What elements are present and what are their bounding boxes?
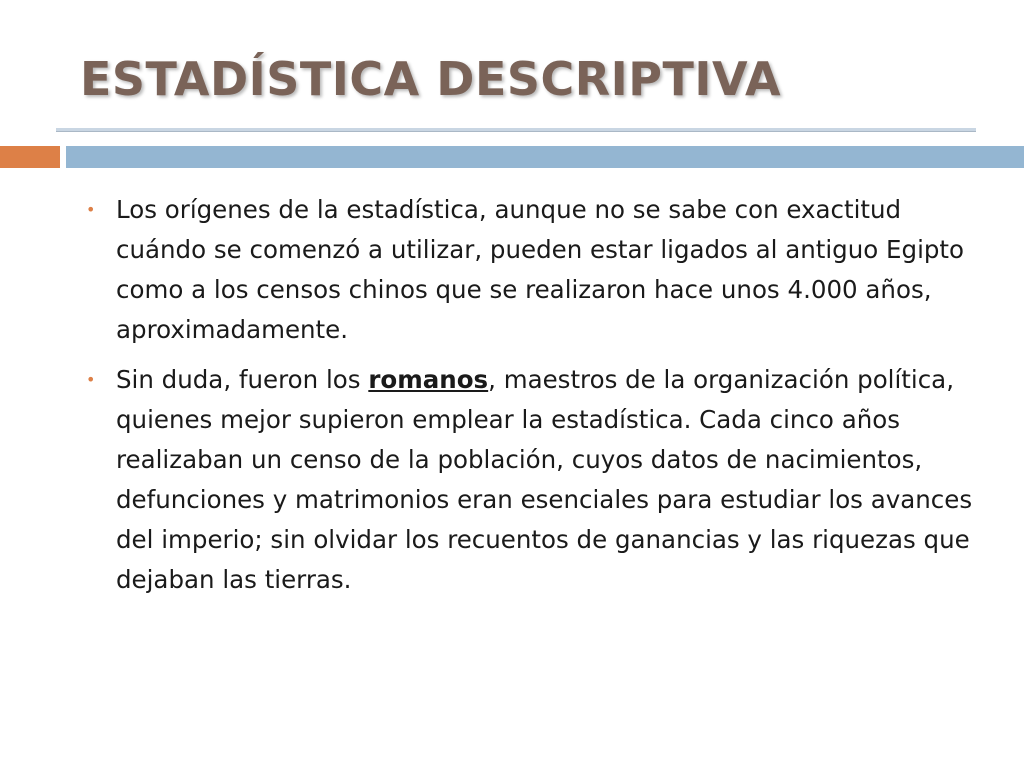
bullet-text-romans-rest: , maestros de la organización política, quienes mejor supieron emplear la estadística. Cada cinco años realizaban un censo de la población, cuyos datos de nacimientos, defunciones y matrimonios eran esenciales para estudiar los avances del imperio; sin olvidar los recuentos de ganancias y las riquezas que dejaban las tierras. [116, 365, 973, 594]
bullet-point-icon: • [86, 200, 96, 219]
bullet-item-romans [80, 360, 990, 600]
slide-title: ESTADÍSTICA DESCRIPTIVA [80, 52, 782, 106]
bullet-text-romans [116, 365, 972, 594]
bullet-item-origins [80, 190, 990, 350]
bullet-text-romans-start: Sin duda, fueron los [116, 365, 369, 394]
romanos-link[interactable]: romanos [368, 365, 489, 394]
accent-bar-orange [0, 146, 60, 168]
bullet-point-icon: • [86, 370, 96, 389]
bullet-list [80, 190, 990, 610]
accent-bar-blue [66, 146, 1024, 168]
bullet-text-origins: Los orígenes de la estadística, aunque no se sabe con exactitud cuándo se comenzó a utilizar, pueden estar ligados al antiguo Egipto como a los censos chinos que se realizaron hace unos 4.000 años, aproximadamente. [116, 195, 965, 344]
title-underline-rule [56, 128, 976, 132]
